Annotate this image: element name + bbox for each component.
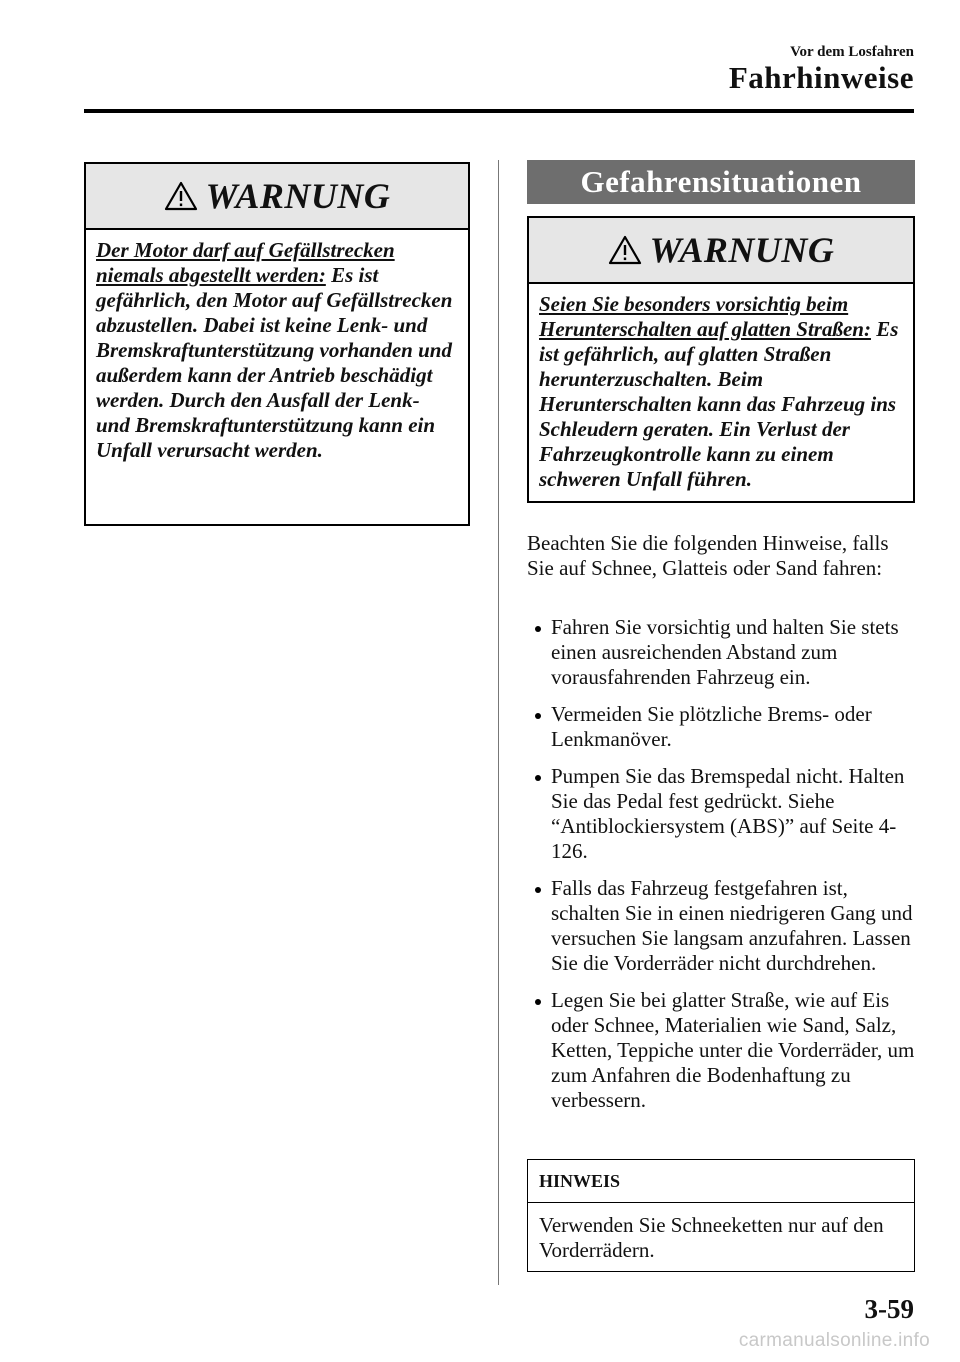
list-item-text: Pumpen Sie das Bremspedal nicht. Halten Sie das Pedal fest gedrückt. Siehe “Antiblockiersystem (ABS)” auf Seite 4-126. xyxy=(551,764,905,863)
bullet-icon xyxy=(535,775,541,781)
warning-body xyxy=(86,230,468,473)
hint-list xyxy=(527,615,919,1125)
bullet-icon xyxy=(535,887,541,893)
note-text: Verwenden Sie Schneeketten nur auf den Vorderrädern. xyxy=(539,1213,884,1262)
warning-triangle-icon xyxy=(164,181,198,211)
warning-header xyxy=(86,164,468,230)
warning-lead: Seien Sie besonders vorsichtig beim Herunterschalten auf glatten Straßen: xyxy=(539,292,871,341)
list-item-text: Fahren Sie vorsichtig und halten Sie stets einen ausreichenden Abstand zum vorausfahrenden Fahrzeug ein. xyxy=(551,615,899,689)
header-rule xyxy=(84,109,914,113)
note-title: HINWEIS xyxy=(528,1160,914,1203)
bullet-icon xyxy=(535,626,541,632)
warning-box-left xyxy=(84,162,470,526)
page-number: 3-59 xyxy=(864,1294,914,1324)
intro-paragraph: Beachten Sie die folgenden Hinweise, falls Sie auf Schnee, Glatteis oder Sand fahren: xyxy=(527,531,889,580)
warning-title: WARNUNG xyxy=(649,230,835,270)
list-item-text: Falls das Fahrzeug festgefahren ist, schalten Sie in einen niedrigeren Gang und versuchen Sie langsam anzufahren. Lassen Sie die Vorderräder nicht durchdrehen. xyxy=(551,876,913,975)
warning-lead: Der Motor darf auf Gefällstrecken niemals abgestellt werden: xyxy=(96,238,395,287)
warning-text: Es ist gefährlich, auf glatten Straßen herunterzuschalten. Beim Herunterschalten kann das Fahrzeug ins Schleudern geraten. Ein Verlust der Fahrzeugkontrolle kann zu einem schweren Unfall führen. xyxy=(539,317,899,491)
warning-box-right xyxy=(527,216,915,503)
page-header-title: Fahrhinweise xyxy=(728,60,914,95)
list-item xyxy=(527,702,919,752)
column-separator xyxy=(498,160,499,1285)
section-title-bar: Gefahrensituationen xyxy=(527,160,915,204)
header-section-label: Vor dem Losfahren xyxy=(790,44,914,60)
list-item-text: Legen Sie bei glatter Straße, wie auf Eis oder Schnee, Materialien wie Sand, Salz, Ketten, Teppiche unter die Vorderräder, um zum Anfahren die Bodenhaftung zu verbessern. xyxy=(551,988,915,1112)
list-item-text: Vermeiden Sie plötzliche Brems- oder Lenkmanöver. xyxy=(551,702,872,751)
warning-title: WARNUNG xyxy=(205,176,391,216)
bullet-icon xyxy=(535,999,541,1005)
list-item xyxy=(527,764,919,864)
watermark: carmanualsonline.info xyxy=(738,1330,930,1351)
list-item xyxy=(527,988,919,1113)
warning-triangle-icon xyxy=(608,235,642,265)
bullet-icon xyxy=(535,713,541,719)
note-box xyxy=(527,1159,915,1272)
warning-header xyxy=(529,218,913,284)
warning-body xyxy=(529,284,913,502)
warning-text: Es ist gefährlich, den Motor auf Gefällstrecken abzustellen. Dabei ist keine Lenk- und Bremskraftunterstützung vorhanden und außerdem kann der Antrieb beschädigt werden. Durch den Ausfall der Lenk- und Bremskraftunterstützung kann ein Unfall verursacht werden. xyxy=(96,263,453,462)
list-item xyxy=(527,615,919,690)
list-item xyxy=(527,876,919,976)
